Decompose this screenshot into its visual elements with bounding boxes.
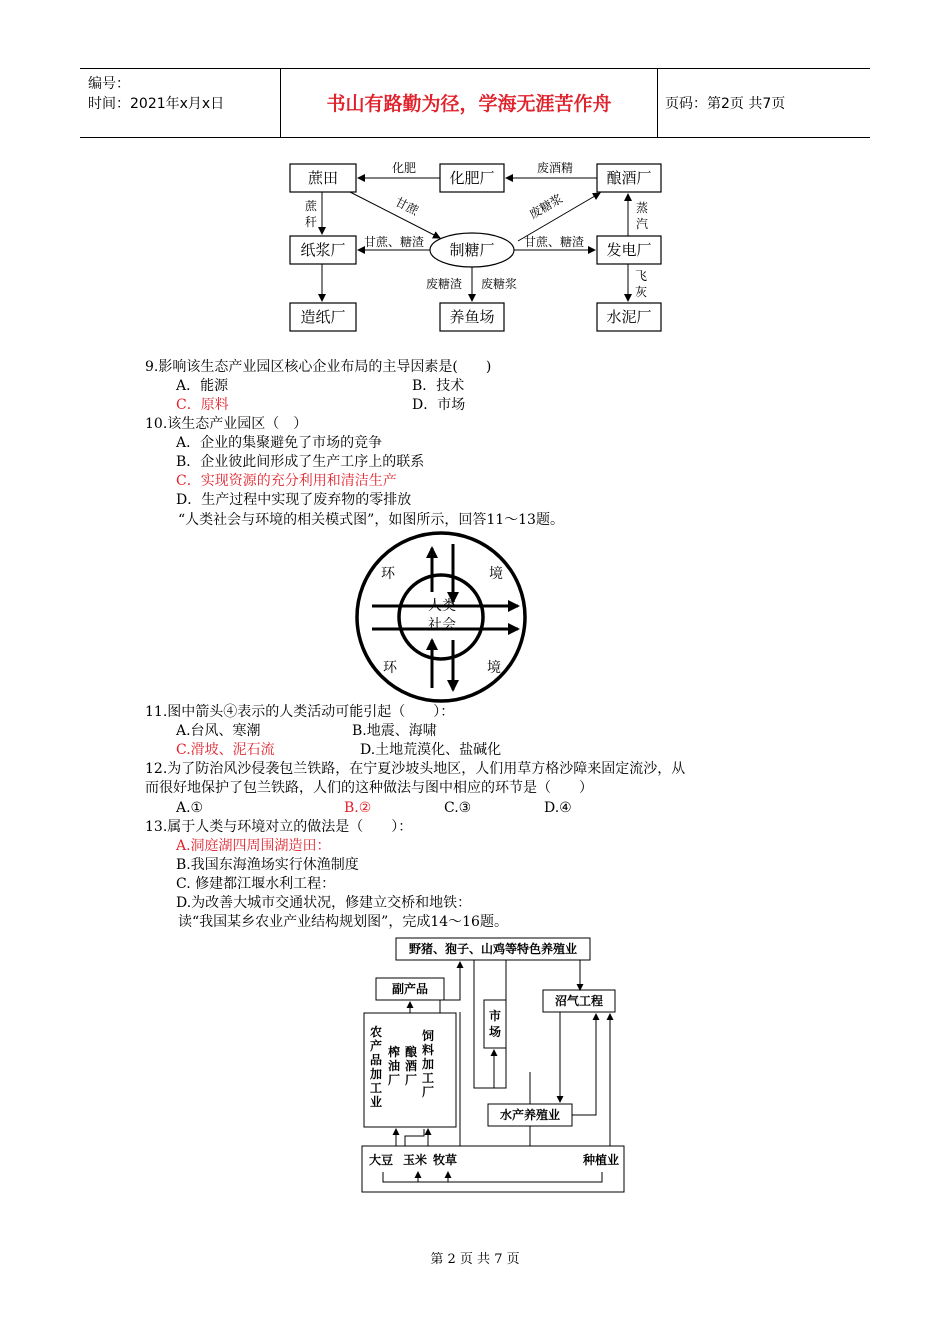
- page-info: 页码：第2页 共7页: [665, 96, 786, 112]
- agri-structure-diagram: [0, 930, 950, 1200]
- box-special-breeding: 野猪、狍子、山鸡等特色养殖业: [408, 942, 578, 956]
- agri-processing-5: 工: [369, 1081, 383, 1095]
- crop-corn: 玉米: [402, 1153, 428, 1167]
- agri-processing-2: 产: [369, 1039, 383, 1053]
- option-9b: B．技术: [412, 378, 465, 394]
- intro-11-13: “人类社会与环境的相关模式图”，如图所示，回答11～13题。: [178, 512, 564, 528]
- label-waste-molasses: 废糖浆: [526, 191, 566, 222]
- page-footer: 第 2 页 共 7 页: [430, 1252, 520, 1267]
- label-ash-1: 飞: [634, 269, 648, 283]
- option-9a: A．能源: [176, 378, 229, 394]
- agri-processing-4: 加: [369, 1067, 383, 1081]
- label-steam-1: 蒸: [635, 201, 649, 215]
- question-12-line2: 而很好地保护了包兰铁路，人们的这种做法与图中相应的环节是（ ）: [145, 780, 593, 796]
- feed-mill-1: 饲: [421, 1029, 435, 1043]
- env-bottom-right: 境: [487, 660, 501, 676]
- option-10a: A．企业的集聚避免了市场的竞争: [176, 435, 383, 451]
- question-11: 11.图中箭头④表示的人类活动可能引起（ ）：: [145, 704, 455, 720]
- label-stem-1: 蔗: [304, 199, 318, 213]
- box-sugarcane-field: 蔗田: [307, 169, 339, 187]
- box-sugar-mill: 制糖厂: [449, 241, 495, 259]
- option-10c: C．实现资源的充分利用和清洁生产: [176, 473, 397, 489]
- box-byproduct: 副产品: [391, 982, 429, 996]
- agri-processing-1: 农: [369, 1025, 383, 1039]
- option-11c: C.滑坡、泥石流: [176, 742, 275, 758]
- oil-mill-1: 榨: [387, 1045, 401, 1059]
- intro-14-16: 读“我国某乡农业产业结构规划图”，完成14～16题。: [178, 914, 508, 930]
- option-12d: D.④: [544, 800, 572, 816]
- crop-forage: 牧草: [432, 1153, 458, 1167]
- question-13: 13.属于人类与环境对立的做法是（ ）：: [145, 819, 413, 835]
- question-12-line1: 12.为了防治风沙侵袭包兰铁路，在宁夏沙坡头地区，人们用草方格沙障来固定流沙，从: [145, 761, 686, 777]
- option-10d: D．生产过程中实现了废弃物的零排放: [176, 492, 412, 508]
- option-11a: A.台风、寒潮: [176, 723, 261, 739]
- question-9: 9.影响该生态产业园区核心企业布局的主导因素是( ): [145, 359, 492, 375]
- market-2: 场: [488, 1025, 502, 1039]
- date-label: 时间：2021年x月x日: [88, 96, 225, 112]
- question-10: 10.该生态产业园区（ ）: [145, 416, 308, 432]
- label-stem-2: 秆: [304, 215, 318, 229]
- label-cane-residue-left: 甘蔗、糖渣: [363, 235, 425, 249]
- option-13b: B.我国东海渔场实行休渔制度: [176, 857, 359, 873]
- env-bottom-left: 环: [383, 660, 397, 676]
- feed-mill-2: 料: [421, 1043, 435, 1057]
- option-13c: C. 修建都江堰水利工程：: [176, 876, 336, 892]
- feed-mill-5: 厂: [421, 1085, 435, 1099]
- brewery-1: 酿: [404, 1045, 418, 1059]
- brewery-2: 酒: [404, 1059, 418, 1073]
- oil-mill-3: 厂: [387, 1073, 401, 1087]
- market-1: 市: [488, 1009, 502, 1023]
- option-13d: D.为改善大城市交通状况，修建立交桥和地铁：: [176, 895, 472, 911]
- label-waste-residue: 废糖渣: [425, 277, 463, 291]
- env-top-right: 境: [489, 566, 503, 582]
- feed-mill-4: 工: [421, 1071, 435, 1085]
- header-motto: 书山有路勤为径，学海无涯苦作舟: [281, 69, 658, 137]
- box-brewery: 酿酒厂: [606, 169, 652, 187]
- center-human: 人类: [428, 598, 456, 614]
- option-12b: B.②: [344, 800, 372, 816]
- label-waste-distiller: 废酒精: [536, 161, 574, 175]
- option-9c: C．原料: [176, 397, 229, 413]
- box-biogas: 沼气工程: [554, 994, 604, 1008]
- box-pulp-mill: 纸浆厂: [300, 241, 346, 259]
- oil-mill-2: 油: [387, 1059, 401, 1073]
- box-aquaculture: 水产养殖业: [499, 1108, 561, 1122]
- label-waste-syrup: 废糖浆: [480, 277, 518, 291]
- box-power-plant: 发电厂: [606, 241, 652, 259]
- agri-processing-6: 业: [369, 1095, 383, 1109]
- number-label: 编号：: [88, 76, 130, 92]
- env-top-left: 环: [381, 566, 395, 582]
- option-10b: B．企业彼此间形成了生产工序上的联系: [176, 454, 425, 470]
- option-9d: D．市场: [412, 397, 466, 413]
- box-fertilizer-plant: 化肥厂: [449, 169, 495, 187]
- crop-soybean: 大豆: [368, 1153, 394, 1167]
- brewery-3: 厂: [404, 1073, 418, 1087]
- agri-processing-3: 品: [369, 1053, 383, 1067]
- option-12a: A.①: [176, 800, 204, 816]
- label-steam-2: 汽: [635, 217, 649, 231]
- feed-mill-3: 加: [421, 1057, 435, 1071]
- label-fertilizer: 化肥: [391, 161, 417, 175]
- human-environment-diagram: [350, 530, 530, 705]
- box-paper-mill: 造纸厂: [300, 308, 346, 326]
- option-12c: C.③: [444, 800, 472, 816]
- option-11b: B.地震、海啸: [352, 723, 437, 739]
- planting-industry: 种植业: [582, 1153, 620, 1167]
- center-society: 社会: [428, 617, 456, 633]
- eco-park-diagram: [0, 0, 950, 345]
- label-ash-2: 灰: [634, 285, 648, 299]
- box-fish-farm: 养鱼场: [449, 308, 495, 326]
- box-cement-plant: 水泥厂: [606, 308, 652, 326]
- option-11d: D.土地荒漠化、盐碱化: [360, 742, 502, 758]
- label-sugarcane: 甘蔗: [392, 194, 421, 219]
- label-cane-residue-right: 甘蔗、糖渣: [523, 235, 585, 249]
- option-13a: A.洞庭湖四周围湖造田：: [176, 838, 331, 854]
